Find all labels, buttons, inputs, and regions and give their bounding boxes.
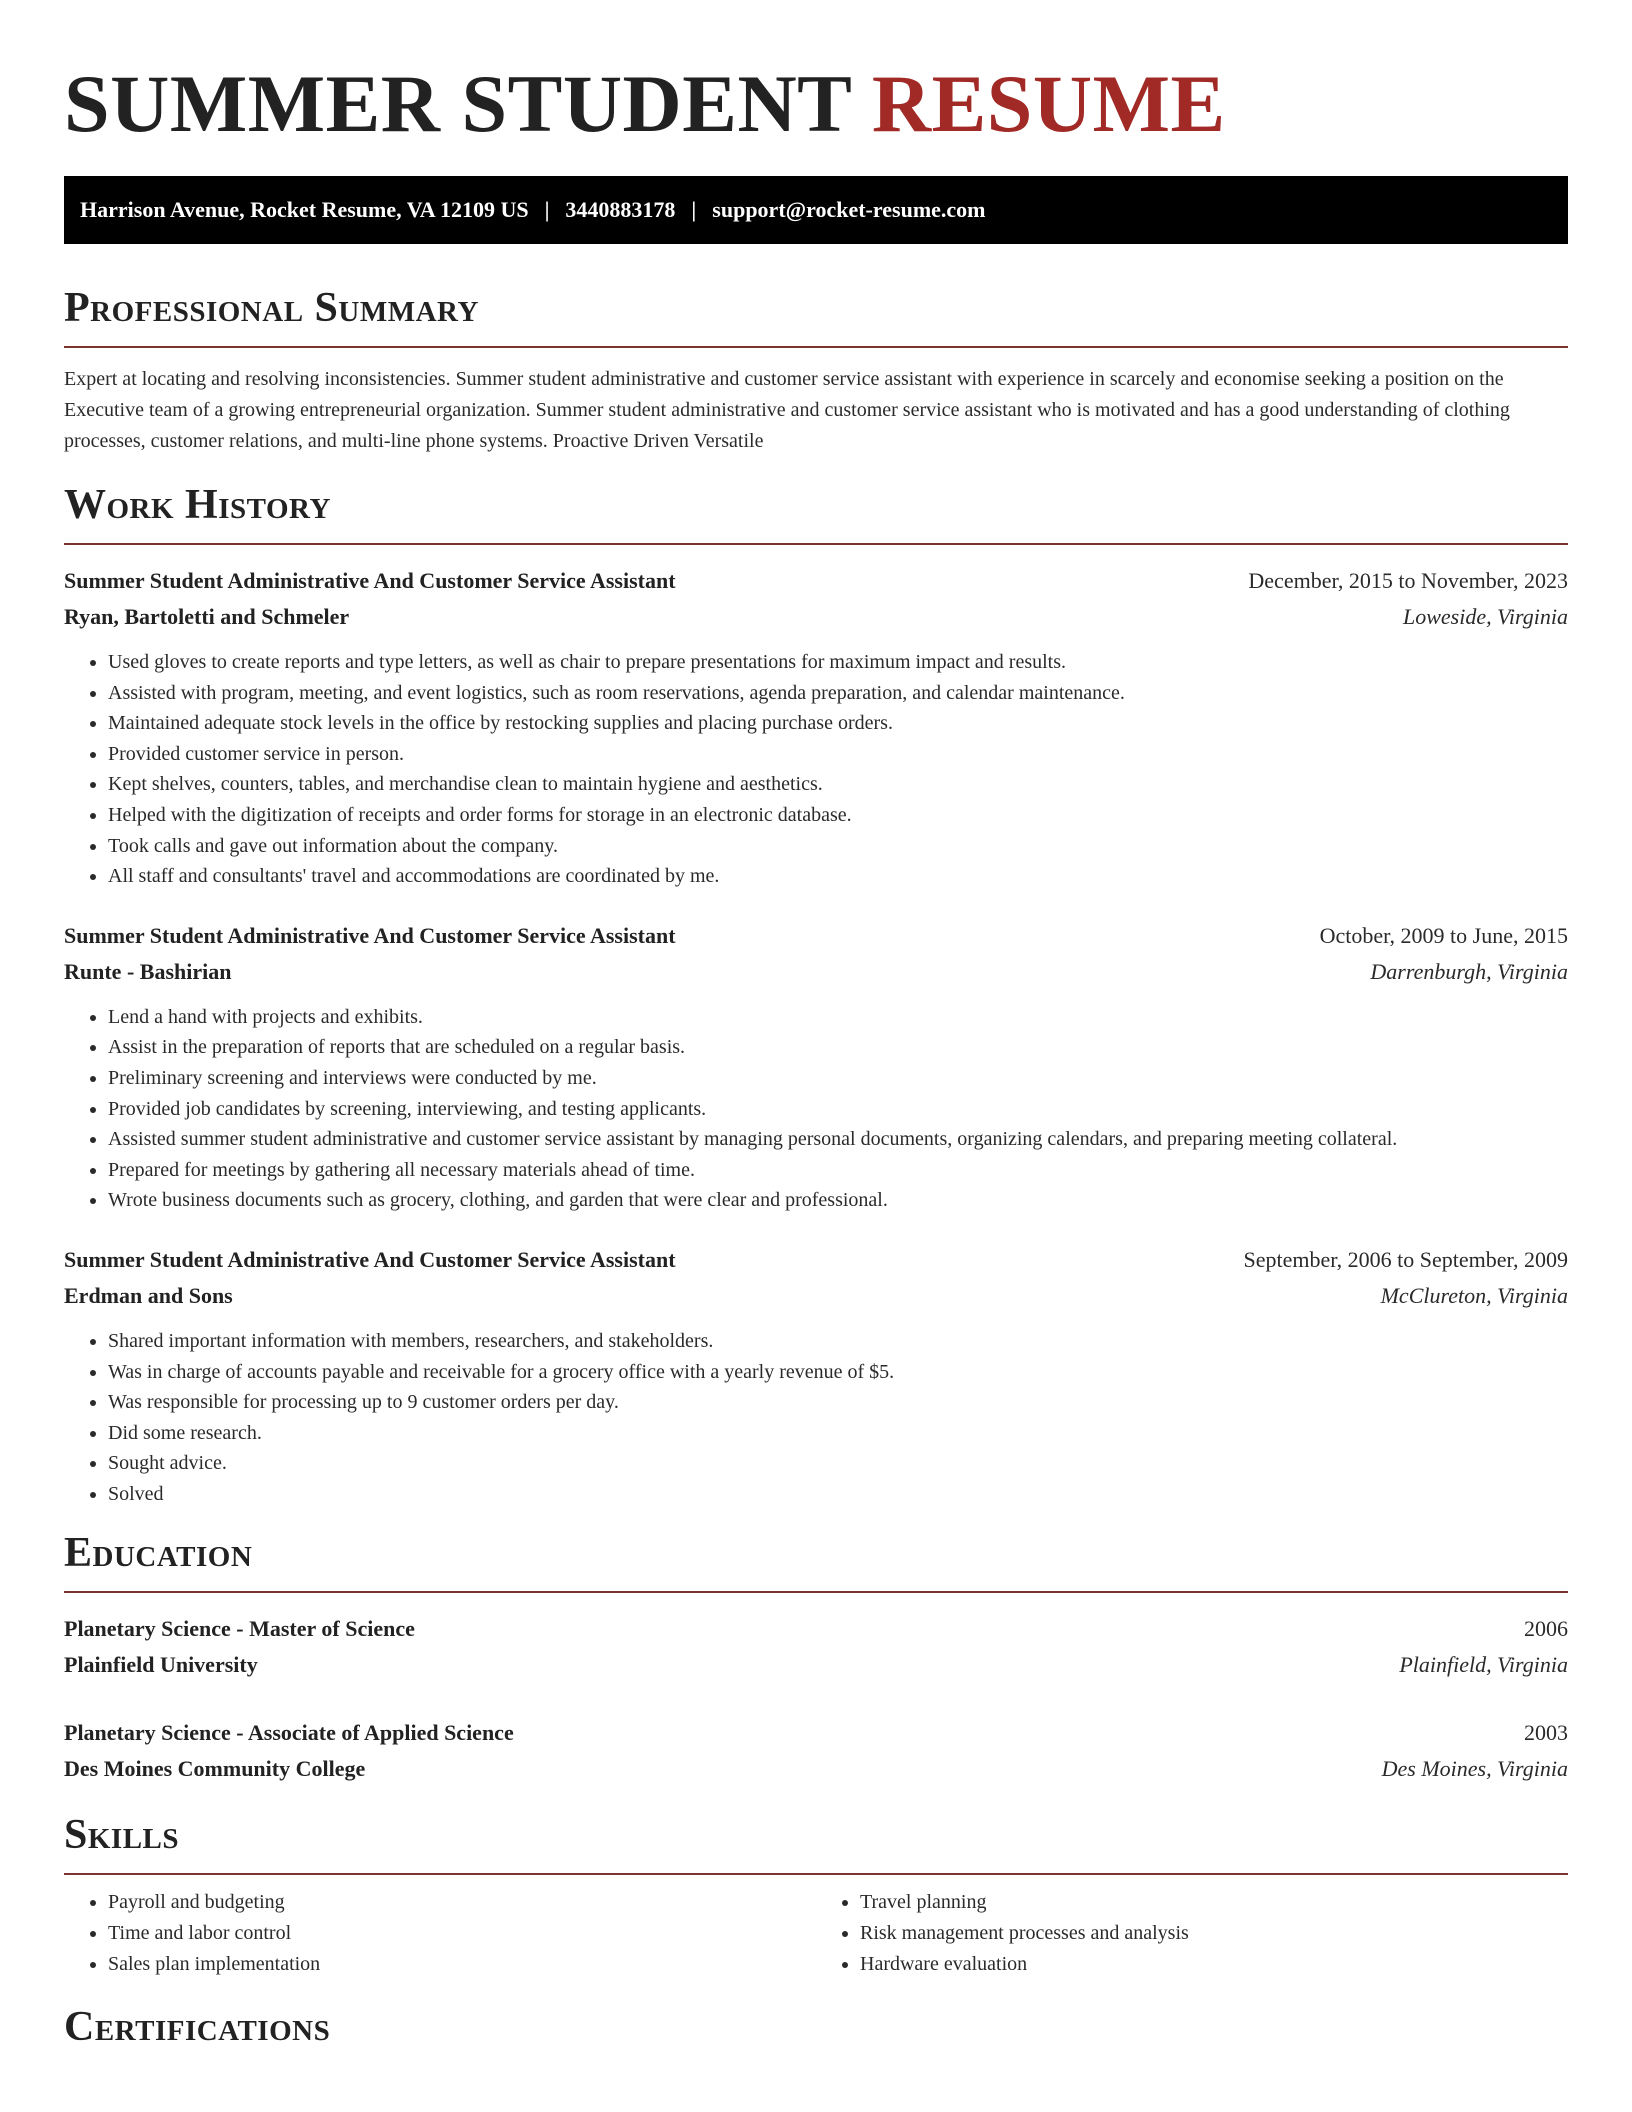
degree-row [64, 1611, 1568, 1647]
duty-item: • Shared important information with members, researchers, and stakeholders. [108, 1326, 1568, 1357]
job-dates: December, 2015 to November, 2023 [1248, 568, 1568, 593]
job-title-row [64, 918, 1568, 954]
duty-item: • All staff and consultants' travel and accommodations are coordinated by me. [108, 861, 1568, 892]
contact-separator: | [691, 197, 697, 222]
skill-item: • Travel planning [860, 1887, 1568, 1918]
graduation-year: 2006 [1524, 1616, 1568, 1642]
duty-item: • Helped with the digitization of receipts and order forms for storage in an electronic database. [108, 800, 1568, 831]
duty-item: • Assisted with program, meeting, and event logistics, such as room reservations, agenda preparation, and calendar maintenance. [108, 678, 1568, 709]
duty-item: • Provided job candidates by screening, interviewing, and testing applicants. [108, 1094, 1568, 1125]
work-history-heading: Work History [64, 482, 331, 528]
school-name: Plainfield University [64, 1652, 258, 1678]
school-row [64, 1647, 1568, 1683]
school-name: Des Moines Community College [64, 1756, 366, 1782]
school-row [64, 1751, 1568, 1787]
summary-heading: Professional Summary [64, 285, 479, 331]
school-location: Plainfield, Virginia [1399, 1652, 1568, 1678]
job-location: Darrenburgh, Virginia [1370, 958, 1568, 984]
duty-item: • Lend a hand with projects and exhibits. [108, 1002, 1568, 1033]
skills-column-right [816, 1887, 1568, 1979]
duty-item: • Was in charge of accounts payable and receivable for a grocery office with a yearly revenue of $5. [108, 1357, 1568, 1388]
title-accent: RESUME [871, 58, 1226, 149]
school-location: Des Moines, Virginia [1381, 1756, 1568, 1782]
education-entry [64, 1611, 1568, 1683]
work-history-section [64, 481, 1568, 1509]
job-title-row [64, 1242, 1568, 1278]
duty-item: • Took calls and gave out information about the company. [108, 831, 1568, 862]
skill-item: • Hardware evaluation [860, 1949, 1568, 1980]
job-company-row [64, 599, 1568, 635]
degree-name: Planetary Science - Master of Science [64, 1616, 415, 1642]
education-entry [64, 1715, 1568, 1787]
duty-item: • Preliminary screening and interviews were conducted by me. [108, 1063, 1568, 1094]
section-divider [64, 543, 1568, 545]
duty-item: • Sought advice. [108, 1448, 1568, 1479]
education-heading: Education [64, 1530, 253, 1577]
contact-separator: | [544, 197, 550, 222]
job-entry [64, 563, 1568, 892]
summary-text: Expert at locating and resolving inconsistencies. Summer student administrative and customer service assistant with experience in scarcely and economise seeking a position on the Executive team of a growing entrepreneurial organization. Summer student administrative and customer service assistant who is motivated and has a good understanding of clothing processes, customer relations, and multi-line phone systems. Proactive Driven Versatile [64, 368, 1510, 452]
skills-grid [64, 1887, 1568, 1979]
title-main: SUMMER STUDENT [64, 58, 851, 149]
job-dates: October, 2009 to June, 2015 [1319, 922, 1568, 948]
skill-item: • Time and labor control [108, 1918, 816, 1949]
skill-item: • Risk management processes and analysis [860, 1918, 1568, 1949]
job-title: Summer Student Administrative And Customer Service Assistant [64, 568, 676, 593]
job-location: McClureton, Virginia [1380, 1282, 1568, 1308]
job-title: Summer Student Administrative And Customer Service Assistant [64, 1246, 676, 1272]
duty-item: • Assist in the preparation of reports that are scheduled on a regular basis. [108, 1032, 1568, 1063]
job-dates: September, 2006 to September, 2009 [1243, 1246, 1568, 1272]
job-entry [64, 918, 1568, 1216]
skills-section [64, 1811, 1568, 1979]
duty-item: • Used gloves to create reports and type letters, as well as chair to prepare presentations for maximum impact and results. [108, 647, 1568, 678]
section-divider [64, 1873, 1568, 1875]
summary-section [64, 284, 1568, 457]
job-entry [64, 1242, 1568, 1510]
degree-name: Planetary Science - Associate of Applied Science [64, 1720, 514, 1746]
job-company: Erdman and Sons [64, 1282, 233, 1308]
degree-row [64, 1715, 1568, 1751]
section-divider [64, 1591, 1568, 1593]
contact-phone[interactable]: 3440883178 [565, 197, 676, 222]
skills-heading: Skills [64, 1812, 180, 1859]
job-company: Runte - Bashirian [64, 958, 232, 984]
duty-item: • Kept shelves, counters, tables, and merchandise clean to maintain hygiene and aesthetics. [108, 769, 1568, 800]
job-title-row [64, 563, 1568, 599]
job-duties [64, 647, 1568, 892]
job-company-row [64, 1278, 1568, 1314]
duty-item: • Solved [108, 1479, 1568, 1510]
skills-column-left [64, 1887, 816, 1979]
certifications-section [64, 2003, 1568, 2051]
certifications-heading: Certifications [64, 2004, 331, 2051]
duty-item: • Was responsible for processing up to 9 customer orders per day. [108, 1387, 1568, 1418]
duty-item: • Assisted summer student administrative and customer service assistant by managing personal documents, organizing calendars, and preparing meeting collateral. [108, 1124, 1568, 1155]
job-duties [64, 1326, 1568, 1510]
contact-address: Harrison Avenue, Rocket Resume, VA 12109 US [80, 197, 529, 222]
duty-item: • Maintained adequate stock levels in the office by restocking supplies and placing purchase orders. [108, 708, 1568, 739]
graduation-year: 2003 [1524, 1720, 1568, 1746]
resume-title [64, 0, 1568, 152]
job-company: Ryan, Bartoletti and Schmeler [64, 604, 350, 629]
job-location: Loweside, Virginia [1403, 604, 1568, 629]
section-divider [64, 346, 1568, 348]
contact-email[interactable]: support@rocket-resume.com [712, 197, 986, 222]
job-duties [64, 1002, 1568, 1216]
duty-item: • Provided customer service in person. [108, 739, 1568, 770]
education-section [64, 1529, 1568, 1787]
duty-item: • Wrote business documents such as grocery, clothing, and garden that were clear and professional. [108, 1185, 1568, 1216]
skill-item: • Sales plan implementation [108, 1949, 816, 1980]
duty-item: • Did some research. [108, 1418, 1568, 1449]
duty-item: • Prepared for meetings by gathering all necessary materials ahead of time. [108, 1155, 1568, 1186]
contact-bar [64, 176, 1568, 244]
job-title: Summer Student Administrative And Customer Service Assistant [64, 922, 676, 948]
job-company-row [64, 954, 1568, 990]
skill-item: • Payroll and budgeting [108, 1887, 816, 1918]
